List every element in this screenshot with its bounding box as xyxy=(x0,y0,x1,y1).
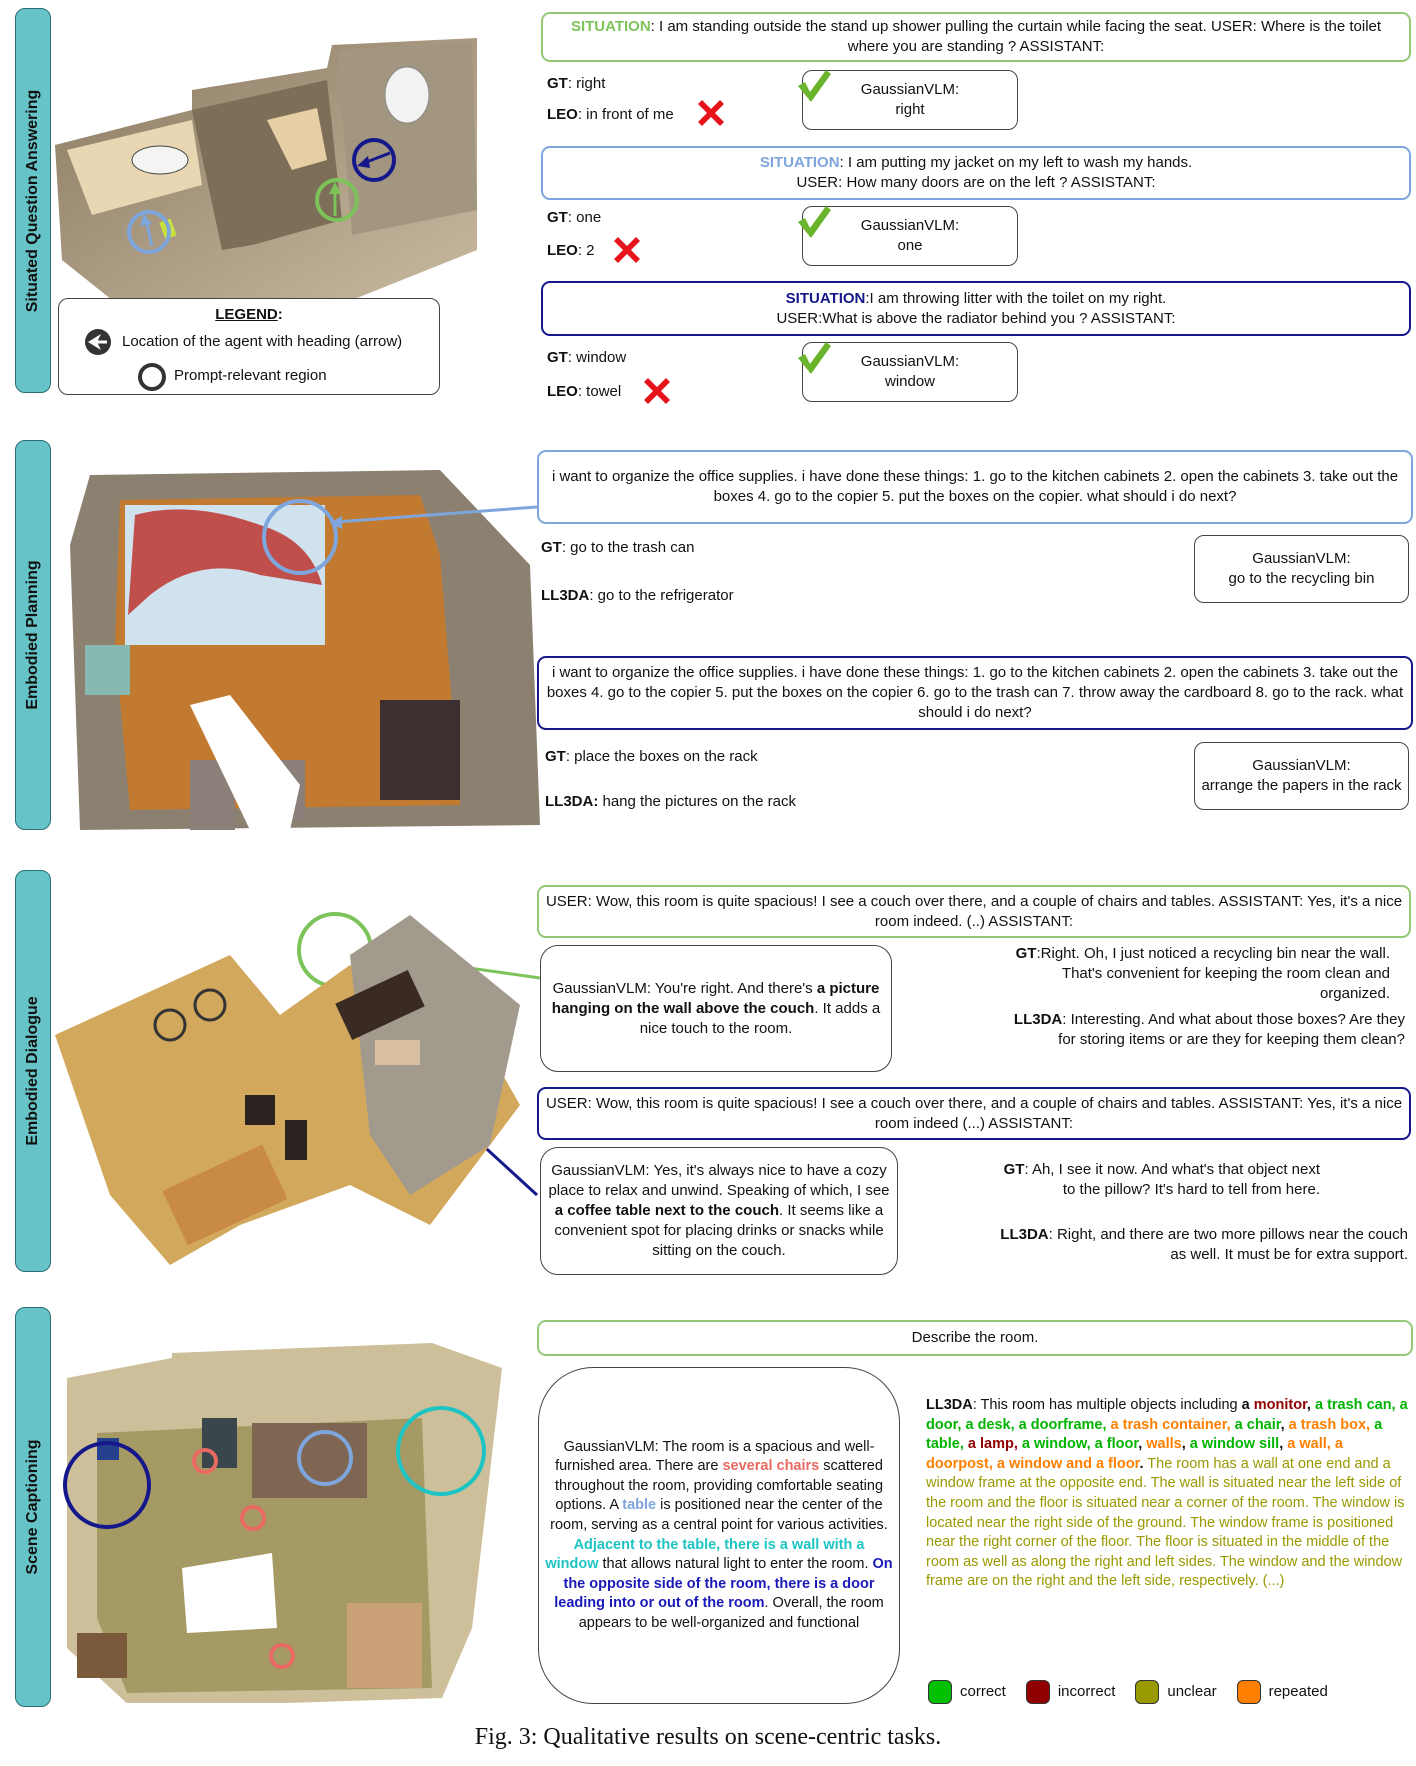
desk-2 xyxy=(347,1603,422,1688)
checkmark-icon xyxy=(796,340,832,376)
section-label-text: Situated Question Answering xyxy=(24,89,41,312)
sqa-gt-1: GT: right xyxy=(547,75,606,92)
captioning-ll3da-text: LL3DA: This room has multiple objects including a monitor, a trash can, a door, a desk, a doorframe, a trash container, a chair, a trash box, a table, a lamp, a window, a floor, walls, a window sill, a wall, a doorpost, a window and a floor. The room has a wall at one end and a window frame at the opposite end. The wall is situated near the left side of the room and the floor is situated near a corner of the room. The window is located near the right side of the ground. The window frame is positioned near the right corner of the floor. The floor is situated in the middle of the room as well as along the right and left sides. The window and the window frame are on the right and the left side, respectively. (...) xyxy=(926,1397,1408,1590)
legend-swatch-unclear xyxy=(1135,1680,1159,1704)
sqa-leo-2: LEO: 2 xyxy=(547,242,595,259)
dialogue-vlm-2: GaussianVLM: Yes, it's always nice to have a cozy place to relax and unwind. Speaking of which, I see a coffee table next to the couch. It seems like a convenient spot for placing drinks or snacks while sitting on the couch. xyxy=(548,1162,890,1259)
ll3da-segment-incorrect: monitor xyxy=(1253,1397,1307,1413)
ll3da-segment-correct: a window sill xyxy=(1189,1436,1280,1453)
captioning-color-legend xyxy=(928,1680,1388,1704)
vlm-answer: window xyxy=(884,373,936,390)
sqa-situation-2-line2: USER: How many doors are on the left ? ASSISTANT: xyxy=(796,174,1156,191)
planning-vlm-box-1 xyxy=(1194,535,1409,603)
captioning-vlm-box xyxy=(538,1367,900,1704)
legend-region-text: Prompt-relevant region xyxy=(174,367,327,384)
highlight-door: On the opposite side of the room, there is a door leading into or out of the room xyxy=(554,1556,893,1612)
sqa-situation-2-line1: SITUATION: I am putting my jacket on my left to wash my hands. xyxy=(759,154,1193,171)
desk-area xyxy=(380,700,460,800)
legend-item-repeated xyxy=(1237,1680,1340,1704)
toilet xyxy=(385,67,429,123)
sqa-legend-box xyxy=(58,298,440,395)
section-label-text: Embodied Planning xyxy=(24,560,41,710)
ll3da-segment-correct: a trash can, a door, a desk, a doorframe xyxy=(926,1397,1408,1433)
ll3da-segment-repeated: a trash container xyxy=(1110,1416,1227,1433)
section-label-text: Scene Captioning xyxy=(24,1439,41,1575)
planning-gt-1: GT: go to the trash can xyxy=(541,539,695,556)
ll3da-segment-correct: a chair xyxy=(1234,1416,1281,1433)
ll3da-segment-correct: a table xyxy=(926,1416,1383,1453)
legend-label: incorrect xyxy=(1057,1682,1116,1700)
legend-swatch-incorrect xyxy=(1026,1680,1050,1704)
section-label-planning xyxy=(15,440,51,830)
vlm-text: GaussianVLM: arrange the papers in the rack xyxy=(1201,757,1402,794)
ll3da-segment-repeated: a wall, a doorpost, a window and a floor xyxy=(926,1436,1343,1472)
sqa-vlm-box-2 xyxy=(802,206,1018,266)
legend-item-incorrect xyxy=(1026,1680,1128,1704)
sqa-gt-3: GT: window xyxy=(547,349,627,366)
highlight-table: table xyxy=(622,1497,657,1514)
ll3da-segment-black: . xyxy=(1139,1455,1144,1472)
sink xyxy=(132,146,188,174)
legend-label: repeated xyxy=(1268,1682,1328,1700)
legend-swatch-repeated xyxy=(1237,1680,1261,1704)
planning-ll3da-2: LL3DA: hang the pictures on the rack xyxy=(545,793,796,810)
sqa-situation-box-1 xyxy=(541,12,1411,62)
sqa-situation-1: SITUATION: I am standing outside the stand up shower pulling the curtain while facing the seat. USER: Where is the toilet where you are standing ? ASSISTANT: xyxy=(570,18,1382,55)
sqa-vlm-box-1 xyxy=(802,70,1018,130)
captioning-prompt: Describe the room. xyxy=(911,1329,1039,1346)
legend-title-colon: : xyxy=(277,306,283,323)
ll3da-segment-repeated: , xyxy=(1226,1416,1235,1433)
legend-agent-text: Location of the agent with heading (arrow) xyxy=(122,333,403,350)
dialogue-vlm-box-1 xyxy=(540,945,892,1072)
figure-caption: Fig. 3: Qualitative results on scene-centric tasks. xyxy=(474,1724,942,1750)
captioning-prompt-box xyxy=(537,1320,1413,1356)
legend-label: unclear xyxy=(1167,1682,1217,1700)
planning-scene-image xyxy=(60,445,540,830)
highlight-chairs: several chairs xyxy=(722,1458,820,1475)
ll3da-segment-repeated: walls xyxy=(1146,1436,1182,1453)
captioning-vlm-text: GaussianVLM: The room is a spacious and well-furnished area. There are several chairs scattered throughout the room, providing comfortable seating options. A table is positioned near the center of the room, serving as a central point for various activities. Adjacent to the table, there is a wall with a window that allows natural light to enter the room. On the opposite side of the room, there is a door leading into or out of the room. Overall, the room appears to be well-organized and functional xyxy=(545,1438,893,1631)
dialogue-prompt-1: USER: Wow, this room is quite spacious! I see a couch over there, and a couple of chairs and tables. ASSISTANT: Yes, it's a nice room indeed. (..) ASSISTANT: xyxy=(545,892,1403,930)
nightstand xyxy=(85,645,130,695)
section-label-captioning xyxy=(15,1307,51,1707)
chair xyxy=(245,1095,275,1125)
dialogue-prompt-box-1 xyxy=(537,885,1411,938)
dialogue-scene-image xyxy=(50,895,530,1265)
sqa-leo-3: LEO: towel xyxy=(547,383,622,400)
checkmark-icon xyxy=(796,68,832,104)
cabinet xyxy=(77,1633,127,1678)
ll3da-segment-incorrect: a lamp xyxy=(967,1436,1014,1453)
cross-icon xyxy=(694,96,728,130)
chair xyxy=(285,1120,307,1160)
ll3da-segment-incorrect: , xyxy=(1013,1436,1022,1453)
ll3da-segment-correct: , xyxy=(959,1436,968,1453)
agent-heading-icon xyxy=(83,327,113,357)
planning-prompt-box-2 xyxy=(537,656,1413,730)
legend-swatch-correct xyxy=(928,1680,952,1704)
vlm-name: GaussianVLM: xyxy=(860,353,960,370)
legend-label: correct xyxy=(960,1682,1006,1700)
legend-title: LEGEND xyxy=(215,306,278,323)
chair xyxy=(202,1418,237,1468)
sqa-vlm-box-3 xyxy=(802,342,1018,402)
checkmark-icon xyxy=(796,204,832,240)
dialogue-prompt-box-2 xyxy=(537,1087,1411,1140)
ll3da-segment-repeated: a trash box xyxy=(1288,1416,1367,1433)
region-circle-icon xyxy=(136,361,168,393)
captioning-scene-image xyxy=(52,1318,502,1703)
dialogue-vlm-box-2 xyxy=(540,1147,898,1275)
sqa-leo-1: LEO: in front of me xyxy=(547,106,674,123)
sqa-situation-3-line2: USER:What is above the radiator behind you ? ASSISTANT: xyxy=(776,309,1176,327)
dialogue-gt-2: GT: Ah, I see it now. And what's that object next to the pillow? It's hard to tell from here. xyxy=(1003,1161,1320,1198)
planning-prompt-box-1 xyxy=(537,450,1413,524)
ll3da-segment-black: , xyxy=(1181,1436,1190,1453)
ll3da-segment-correct: a window, a floor xyxy=(1021,1436,1139,1453)
dialogue-vlm-1: GaussianVLM: You're right. And there's a picture hanging on the wall above the couch. It adds a nice touch to the room. xyxy=(551,979,881,1037)
coffee-table xyxy=(375,1040,420,1065)
sqa-situation-3-line1: SITUATION:I am throwing litter with the toilet on my right. xyxy=(785,289,1167,307)
legend-item-correct xyxy=(928,1680,1018,1704)
sqa-situation-box-3 xyxy=(541,281,1411,336)
ll3da-segment-black: a xyxy=(1241,1397,1254,1413)
legend-item-unclear xyxy=(1135,1680,1228,1704)
sqa-situation-box-2 xyxy=(541,146,1411,200)
ll3da-segment-black: , xyxy=(1306,1397,1315,1413)
planning-prompt-2: i want to organize the office supplies. i have done these things: 1. go to the kitchen cabinets 2. open the cabinets 3. take out the boxes 4. go to the copier 5. put the boxes on the copier 6. go to the trash can 7. throw away the cardboard 8. go to the rack. what should i do next? xyxy=(546,664,1404,721)
sqa-scene-image xyxy=(52,20,477,300)
planning-gt-2: GT: place the boxes on the rack xyxy=(545,748,758,765)
highlight-window: Adjacent to the table, there is a wall with a window xyxy=(545,1536,865,1573)
cross-icon xyxy=(610,233,644,267)
vlm-name: GaussianVLM: xyxy=(860,217,960,234)
ll3da-segment-black: , xyxy=(1279,1436,1288,1453)
vlm-name: GaussianVLM: xyxy=(860,81,960,98)
cross-icon xyxy=(640,374,674,408)
planning-prompt-1: i want to organize the office supplies. i have done these things: 1. go to the kitchen cabinets 2. open the cabinets 3. take out the boxes 4. go to the copier 5. put the boxes on the copier. what should i do next? xyxy=(551,468,1399,505)
dialogue-ll3da-1: LL3DA: Interesting. And what about those boxes? Are they for storing items or are they for keeping them clean? xyxy=(1013,1011,1405,1048)
vlm-answer: go to the recycling bin xyxy=(1228,570,1375,587)
dialogue-gt-1: GT:Right. Oh, I just noticed a recycling bin near the wall. That's convenient for keeping the room clean and organized. xyxy=(1015,945,1390,1002)
section-label-sqa xyxy=(15,8,51,393)
vlm-answer: right xyxy=(895,101,925,118)
planning-vlm-box-2 xyxy=(1194,742,1409,810)
dialogue-prompt-2: USER: Wow, this room is quite spacious! I see a couch over there, and a couple of chairs and tables. ASSISTANT: Yes, it's a nice room indeed (...) ASSISTANT: xyxy=(545,1094,1403,1132)
ll3da-segment-black: , xyxy=(1138,1436,1147,1453)
vlm-answer: one xyxy=(897,237,923,254)
ll3da-segment-repeated: , xyxy=(1366,1416,1375,1433)
vlm-name: GaussianVLM: xyxy=(1252,550,1351,567)
section-label-dialogue xyxy=(15,870,51,1272)
sqa-gt-2: GT: one xyxy=(547,209,602,226)
ll3da-segment-black: , xyxy=(1280,1416,1289,1433)
ll3da-segment-correct: , xyxy=(1102,1416,1111,1433)
planning-ll3da-1: LL3DA: go to the refrigerator xyxy=(541,587,734,604)
section-label-text: Embodied Dialogue xyxy=(24,996,41,1146)
dialogue-ll3da-2: LL3DA: Right, and there are two more pillows near the couch as well. It must be for extra support. xyxy=(1000,1226,1408,1263)
